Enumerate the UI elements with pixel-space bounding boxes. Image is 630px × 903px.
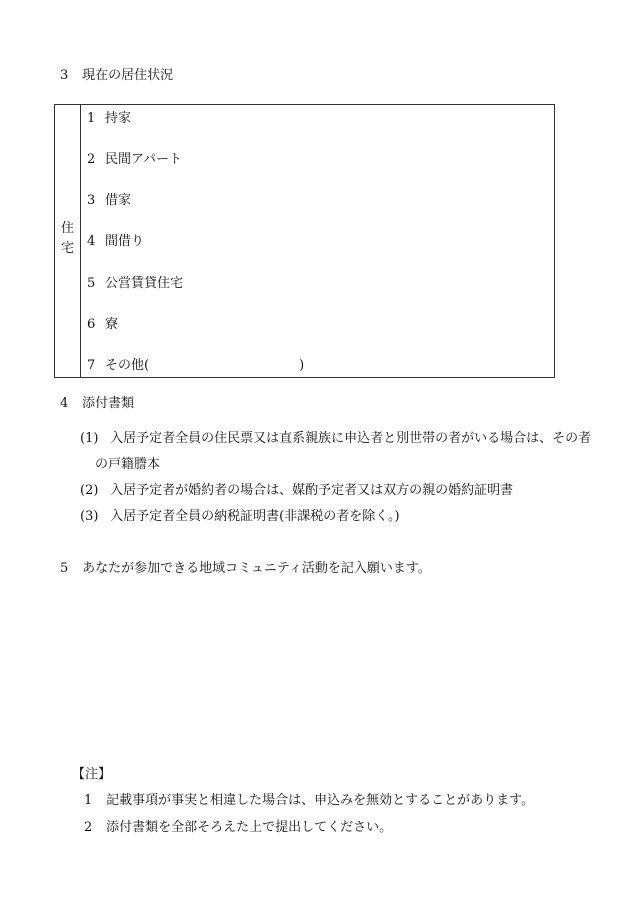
item-number: (3): [80, 509, 99, 524]
item-text: 入居予定者が婚約者の場合は、媒酌予定者又は双方の親の婚約証明書: [110, 483, 514, 498]
section-5-heading: [60, 561, 431, 577]
option-label: 民間アパート: [105, 152, 182, 167]
housing-label-char: 宅: [60, 241, 74, 256]
housing-option-other: [87, 358, 304, 374]
item-number: (2): [80, 483, 99, 498]
housing-option-room-rental: [87, 234, 144, 250]
item-text: 入居予定者全員の納税証明書(非課税の者を除く。): [110, 509, 400, 524]
option-number: 4: [87, 234, 96, 249]
note-number: 2: [84, 820, 93, 835]
option-label: 公営賃貸住宅: [105, 276, 184, 291]
section-title: 現在の居住状況: [82, 68, 174, 83]
section-3-heading: [60, 68, 173, 84]
housing-label-char: 住: [60, 221, 74, 236]
notes-heading: 【注】: [72, 767, 112, 782]
housing-option-owned-house: [87, 111, 131, 127]
item-text: 入居予定者全員の住民票又は直系親族に申込者と別世帯の者がいる場合は、その者: [110, 431, 592, 446]
attachment-item: [80, 431, 591, 447]
option-label: 寮: [105, 317, 119, 332]
option-number: 5: [87, 276, 96, 291]
housing-option-public-rental: [87, 276, 183, 292]
section-number: 4: [60, 396, 69, 411]
option-number: 3: [87, 193, 96, 208]
housing-label: [55, 219, 80, 259]
note-item: [84, 820, 392, 836]
table-divider: [80, 105, 81, 377]
section-number: 3: [60, 68, 69, 83]
note-text: 記載事項が事実と相違した場合は、申込みを無効とすることがあります。: [106, 793, 535, 808]
attachment-item-continuation: [95, 457, 160, 473]
option-label: 借家: [105, 193, 132, 208]
item-number: (1): [80, 431, 99, 446]
section-number: 5: [60, 561, 69, 576]
option-number: 6: [87, 317, 96, 332]
option-close-paren: ): [299, 358, 305, 373]
option-number: 7: [87, 358, 96, 373]
section-4-heading: [60, 396, 134, 412]
housing-option-private-apartment: [87, 152, 182, 168]
housing-option-rented-house: [87, 193, 131, 209]
option-number: 1: [87, 111, 96, 126]
option-number: 2: [87, 152, 96, 167]
option-label: 間借り: [105, 234, 145, 249]
option-label: その他(: [105, 358, 150, 373]
item-text-continuation: の戸籍謄本: [95, 457, 161, 472]
attachment-item: [80, 483, 513, 499]
note-text: 添付書類を全部そろえた上で提出してください。: [106, 820, 393, 835]
attachment-item: [80, 509, 400, 525]
community-activity-answer-area[interactable]: [60, 585, 555, 745]
housing-status-table: [54, 104, 555, 378]
note-item: [84, 793, 534, 809]
note-number: 1: [84, 793, 93, 808]
section-title: 添付書類: [82, 396, 135, 411]
section-title: あなたが参加できる地域コミュニティ活動を記入願います。: [82, 561, 431, 576]
housing-option-dormitory: [87, 317, 118, 333]
option-label: 持家: [105, 111, 132, 126]
